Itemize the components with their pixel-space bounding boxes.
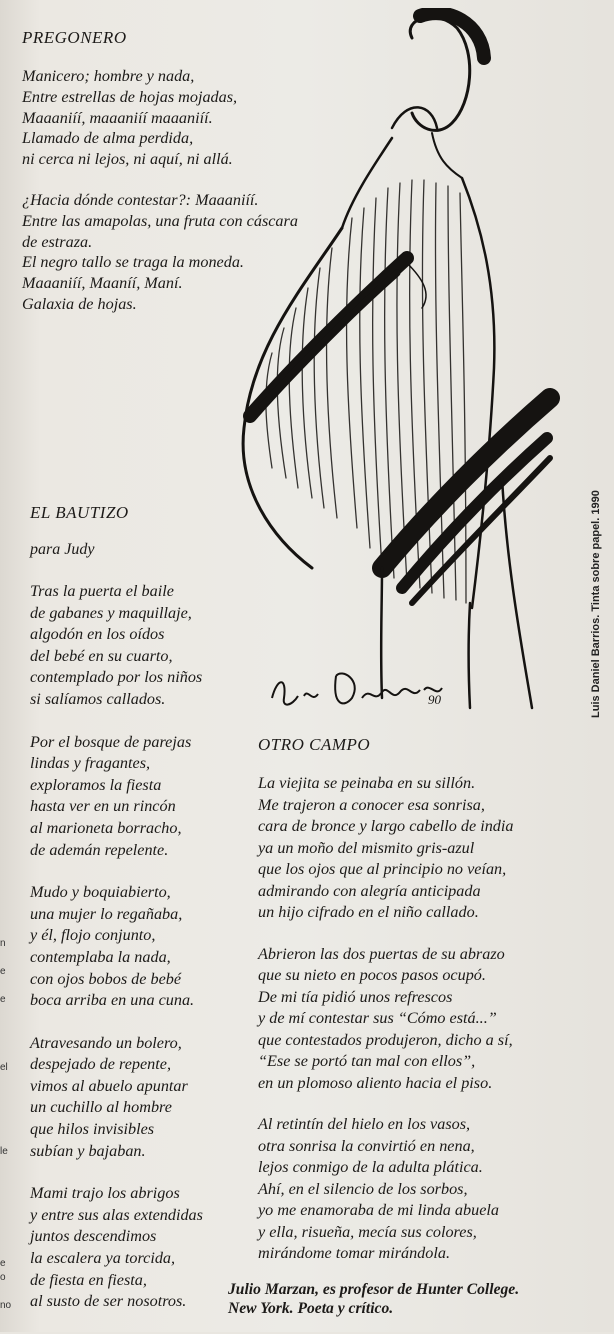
poem-el-bautizo: [30, 503, 260, 1334]
stanza: [30, 732, 260, 862]
verse-line: Tras la puerta el baile: [30, 582, 174, 600]
stanza: [258, 1114, 603, 1265]
verse-line: hasta ver en un rincón: [30, 797, 176, 816]
verse-line: de ademán repelente.: [30, 840, 169, 859]
verse-line: Atravesando un bolero,: [30, 1033, 182, 1052]
verse-line: un cuchillo al hombre: [30, 1098, 172, 1117]
stanza: [30, 581, 260, 711]
author-note-line: Julio Marzan, es profesor de Hunter College.: [228, 1281, 520, 1298]
author-note: [228, 1280, 608, 1318]
verse-line: Maaaniíí, Maaníí, Maní.: [22, 274, 183, 293]
verse-line: lejos conmigo de la adulta plática.: [258, 1158, 483, 1176]
stanza: [258, 944, 603, 1095]
artist-signature: [272, 673, 442, 704]
verse-line: algodón en los oídos: [30, 625, 165, 644]
edge-fragment: e: [0, 994, 6, 1005]
verse-line: y entre sus alas extendidas: [30, 1205, 203, 1224]
poem-title: EL BAUTIZO: [30, 503, 129, 522]
verse-line: vimos al abuelo apuntar: [30, 1076, 188, 1095]
verse-line: que hilos invisibles: [30, 1120, 155, 1139]
ink-drawing-figure: [232, 8, 614, 724]
verse-line: subían y bajaban.: [30, 1141, 146, 1160]
verse-line: cara de bronce y largo cabello de india: [258, 817, 514, 835]
verse-line: De mi tía pidió unos refrescos: [258, 987, 453, 1006]
verse-line: la escalera ya torcida,: [30, 1249, 176, 1268]
edge-fragment: no: [0, 1300, 12, 1311]
verse-line: una mujer lo regañaba,: [30, 904, 183, 923]
poem-title: OTRO CAMPO: [258, 735, 371, 754]
author-note-line: New York. Poeta y crítico.: [228, 1300, 394, 1317]
verse-line: Manicero; hombre y nada,: [22, 67, 195, 85]
verse-line: Galaxia de hojas.: [22, 294, 137, 313]
verse-line: y él, flojo conjunto,: [30, 926, 156, 945]
poem-title: PREGONERO: [22, 28, 127, 47]
verse-line: Mami trajo los abrigos: [30, 1184, 180, 1203]
verse-line: mirándome tomar mirándola.: [258, 1244, 451, 1262]
verse-line: ¿Hacia dónde contestar?: Maaaniíí.: [22, 190, 259, 209]
edge-fragment: o: [0, 1272, 6, 1283]
verse-line: Maaaniíí, maaaniíí maaaniíí.: [22, 108, 213, 127]
edge-fragment: e: [0, 966, 6, 977]
verse-line: y de mí contestar sus “Cómo está...”: [258, 1009, 497, 1027]
verse-line: que los ojos que al principio no veían,: [258, 860, 507, 878]
verse-line: lindas y fragantes,: [30, 754, 151, 773]
stanza: [30, 1033, 260, 1163]
verse-line: de gabanes y maquillaje,: [30, 603, 192, 622]
verse-line: contemplado por los niños: [30, 668, 203, 687]
verse-line: ni cerca ni lejos, ni aquí, ni allá.: [22, 150, 233, 169]
verse-line: boca arriba en una cuna.: [30, 991, 195, 1010]
verse-line: de estraza.: [22, 232, 93, 251]
poem-otro-campo: [258, 735, 603, 1285]
stanza: [258, 773, 603, 924]
verse-line: Entre las amapolas, una fruta con cáscara: [22, 211, 298, 230]
verse-line: exploramos la fiesta: [30, 775, 162, 794]
verse-line: en un plomoso aliento hacia el piso.: [258, 1073, 493, 1092]
verse-line: La viejita se peinaba en su sillón.: [258, 774, 476, 792]
verse-line: Mudo y boquiabierto,: [30, 883, 171, 902]
verse-line: si salíamos callados.: [30, 689, 166, 708]
verse-line: Llamado de alma perdida,: [22, 129, 194, 148]
verse-line: juntos descendimos: [30, 1227, 157, 1246]
verse-line: otra sonrisa la convirtió en nena,: [258, 1136, 475, 1155]
verse-line: un hijo cifrado en el niño callado.: [258, 903, 479, 921]
verse-line: de fiesta en fiesta,: [30, 1270, 147, 1289]
verse-line: que contestados produjeron, dicho a sí,: [258, 1030, 513, 1049]
verse-line: Abrieron las dos puertas de su abrazo: [258, 944, 505, 963]
edge-fragment: le: [0, 1146, 8, 1157]
verse-line: despejado de repente,: [30, 1055, 171, 1074]
verse-line: Ahí, en el silencio de los sorbos,: [258, 1179, 468, 1198]
edge-fragment: e: [0, 1258, 6, 1269]
verse-line: “Ese se portó tan mal con ellos”,: [258, 1052, 476, 1070]
verse-line: que su nieto en pocos pasos ocupó.: [258, 966, 486, 984]
verse-line: al marioneta borracho,: [30, 818, 182, 837]
edge-fragment: el: [0, 1062, 8, 1073]
verse-line: y ella, risueña, mecía sus colores,: [258, 1222, 477, 1241]
edge-fragment: n: [0, 938, 6, 949]
verse-line: ya un moño del mismito gris-azul: [258, 838, 475, 857]
stanza: [30, 882, 260, 1012]
artwork-caption: Luis Daniel Barrios. Tinta sobre papel. 1990: [590, 490, 602, 718]
signature-year: 90: [428, 692, 441, 707]
verse-line: El negro tallo se traga la moneda.: [22, 253, 244, 272]
verse-line: Por el bosque de parejas: [30, 732, 192, 751]
poem-dedication: para Judy: [30, 541, 95, 558]
stanza: [30, 1183, 260, 1313]
verse-line: Al retintín del hielo en los vasos,: [258, 1115, 471, 1133]
verse-line: al susto de ser nosotros.: [30, 1292, 187, 1311]
verse-line: contemplaba la nada,: [30, 947, 171, 966]
verse-line: con ojos bobos de bebé: [30, 969, 182, 988]
verse-line: del bebé en su cuarto,: [30, 646, 173, 665]
verse-line: yo me enamoraba de mi linda abuela: [258, 1201, 499, 1219]
verse-line: admirando con alegría anticipada: [258, 881, 481, 900]
verse-line: Entre estrellas de hojas mojadas,: [22, 87, 238, 106]
verse-line: Me trajeron a conocer esa sonrisa,: [258, 795, 485, 814]
